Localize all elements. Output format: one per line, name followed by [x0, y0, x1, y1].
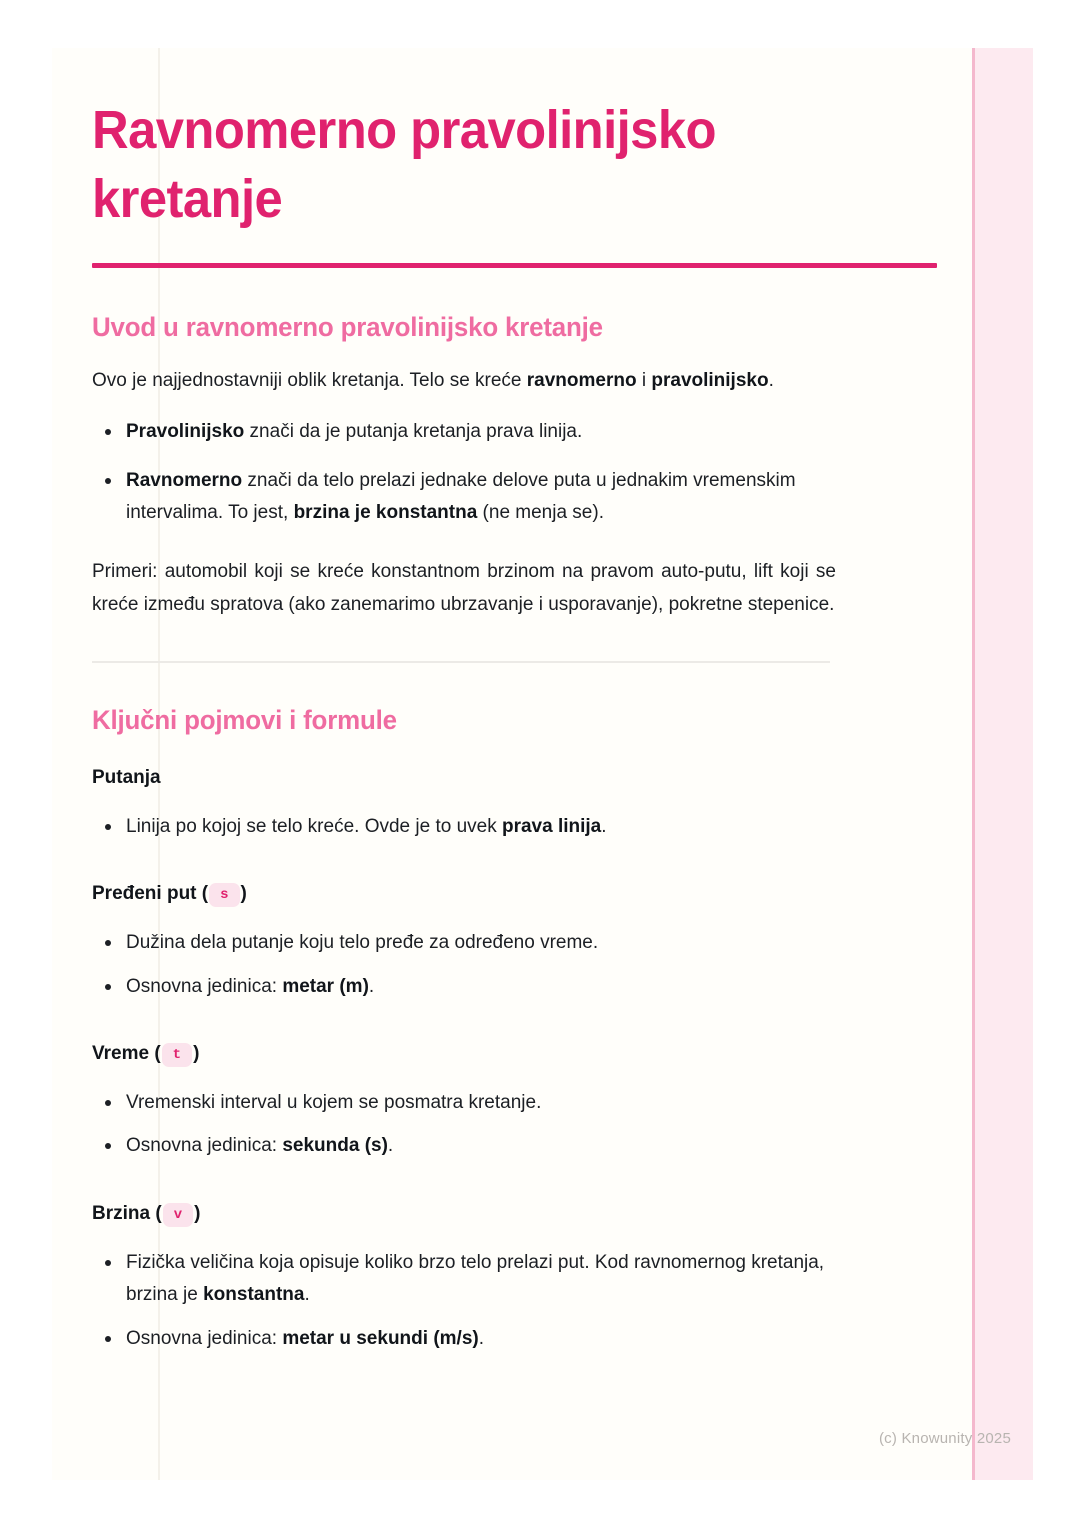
term-label-suffix: ) — [240, 883, 247, 905]
bullet-text-tail: . — [478, 1327, 484, 1349]
bullet-text: Osnovna jedinica: — [126, 1327, 283, 1349]
bullet-text: Osnovna jedinica: — [126, 1135, 283, 1157]
term-label-suffix: ) — [194, 1203, 201, 1225]
bullet-text: Fizička veličina koja opisuje koliko brzo telo prelazi put. Kod ravnomernog kretanja, brzina je — [126, 1251, 825, 1306]
list-item — [92, 1087, 836, 1120]
document-content — [92, 48, 976, 1480]
intro-bold-ravnomerno: ravnomerno — [526, 370, 637, 392]
list-item — [92, 1323, 836, 1356]
list-item — [92, 416, 836, 449]
term-label-prefix: Vreme ( — [92, 1043, 161, 1065]
symbol-badge-v: v — [163, 1203, 193, 1227]
page-title: Ravnomerno pravolinijsko kretanje — [92, 100, 716, 229]
bullet-text: Vremenski interval u kojem se posmatra kretanje. — [126, 1091, 542, 1113]
uvod-bullet-list — [92, 416, 836, 530]
bullet-bold-konstantna: konstantna — [203, 1284, 305, 1306]
bullet-text-tail: . — [368, 975, 375, 997]
bullet-text-tail: . — [387, 1135, 394, 1157]
intro-bold-pravolinijsko: pravolinijsko — [651, 370, 769, 392]
intro-text-part2: i — [636, 370, 652, 392]
bullet-text-tail: . — [304, 1284, 310, 1306]
bullet-bold-prava-linija: prava linija — [501, 815, 602, 837]
term-heading-brzina — [92, 1174, 976, 1229]
bullet-text: znači da je putanja kretanja prava linija. — [244, 420, 583, 442]
copyright-watermark: (c) Knowunity 2025 — [878, 1430, 1011, 1447]
bullet-text-tail: (ne menja se). — [477, 502, 604, 524]
bullet-bold-pravolinijsko: Pravolinijsko — [126, 420, 245, 442]
bullet-text: Osnovna jedinica: — [126, 975, 283, 997]
document-page — [52, 48, 1033, 1480]
term-label-prefix: Pređeni put ( — [92, 883, 209, 905]
symbol-badge-s: s — [209, 883, 239, 907]
term-label: Putanja — [92, 767, 161, 789]
intro-text-part1: Ovo je najjednostavniji oblik kretanja. Telo se kreće — [92, 370, 527, 392]
section-heading-kljucni-pojmovi: Ključni pojmovi i formule — [92, 705, 397, 736]
bullet-bold-metar-u-sekundi: metar u sekundi (m/s) — [282, 1327, 479, 1349]
intro-text-part3: . — [768, 370, 774, 392]
list-item — [92, 811, 836, 844]
examples-paragraph: Primeri: automobil koji se kreće konstantnom brzinom na pravom auto-putu, lift koji se kreće između spratova (ako zanemarimo ubrzavanje i usporavanje), pokretne stepenice. — [92, 560, 836, 615]
term-heading-vreme — [92, 1014, 976, 1069]
term-label-prefix: Brzina ( — [92, 1203, 162, 1225]
bullet-bold-sekunda: sekunda (s) — [282, 1135, 388, 1157]
list-item — [92, 971, 836, 1004]
putanja-bullet-list — [92, 811, 836, 844]
section-heading-uvod: Uvod u ravnomerno pravolinijsko kretanje — [92, 312, 603, 343]
bullet-bold-metar: metar (m) — [282, 975, 369, 997]
list-item — [92, 927, 836, 960]
bullet-text: Linija po kojoj se telo kreće. Ovde je to uvek — [126, 815, 502, 837]
intro-paragraph — [92, 365, 836, 398]
page-right-accent-strip — [972, 48, 1033, 1480]
list-item — [92, 465, 836, 530]
bullet-text: Dužina dela putanje koju telo pređe za određeno vreme. — [126, 931, 599, 953]
brzina-bullet-list — [92, 1247, 836, 1356]
bullet-bold-ravnomerno: Ravnomerno — [126, 469, 243, 491]
bullet-text: znači da telo prelazi jednake delove puta u jednakim vremenskim intervalima. To jest, — [126, 469, 796, 524]
list-item — [92, 1247, 836, 1312]
list-item — [92, 1130, 836, 1163]
vreme-bullet-list — [92, 1087, 836, 1163]
bullet-text-tail: . — [601, 815, 607, 837]
term-heading-putanja — [92, 736, 976, 793]
bullet-bold-brzina-konstantna: brzina je konstantna — [293, 502, 478, 524]
predjeni-put-bullet-list — [92, 927, 836, 1003]
term-label-suffix: ) — [193, 1043, 200, 1065]
term-heading-predjeni-put — [92, 854, 976, 909]
symbol-badge-t: t — [162, 1043, 192, 1067]
